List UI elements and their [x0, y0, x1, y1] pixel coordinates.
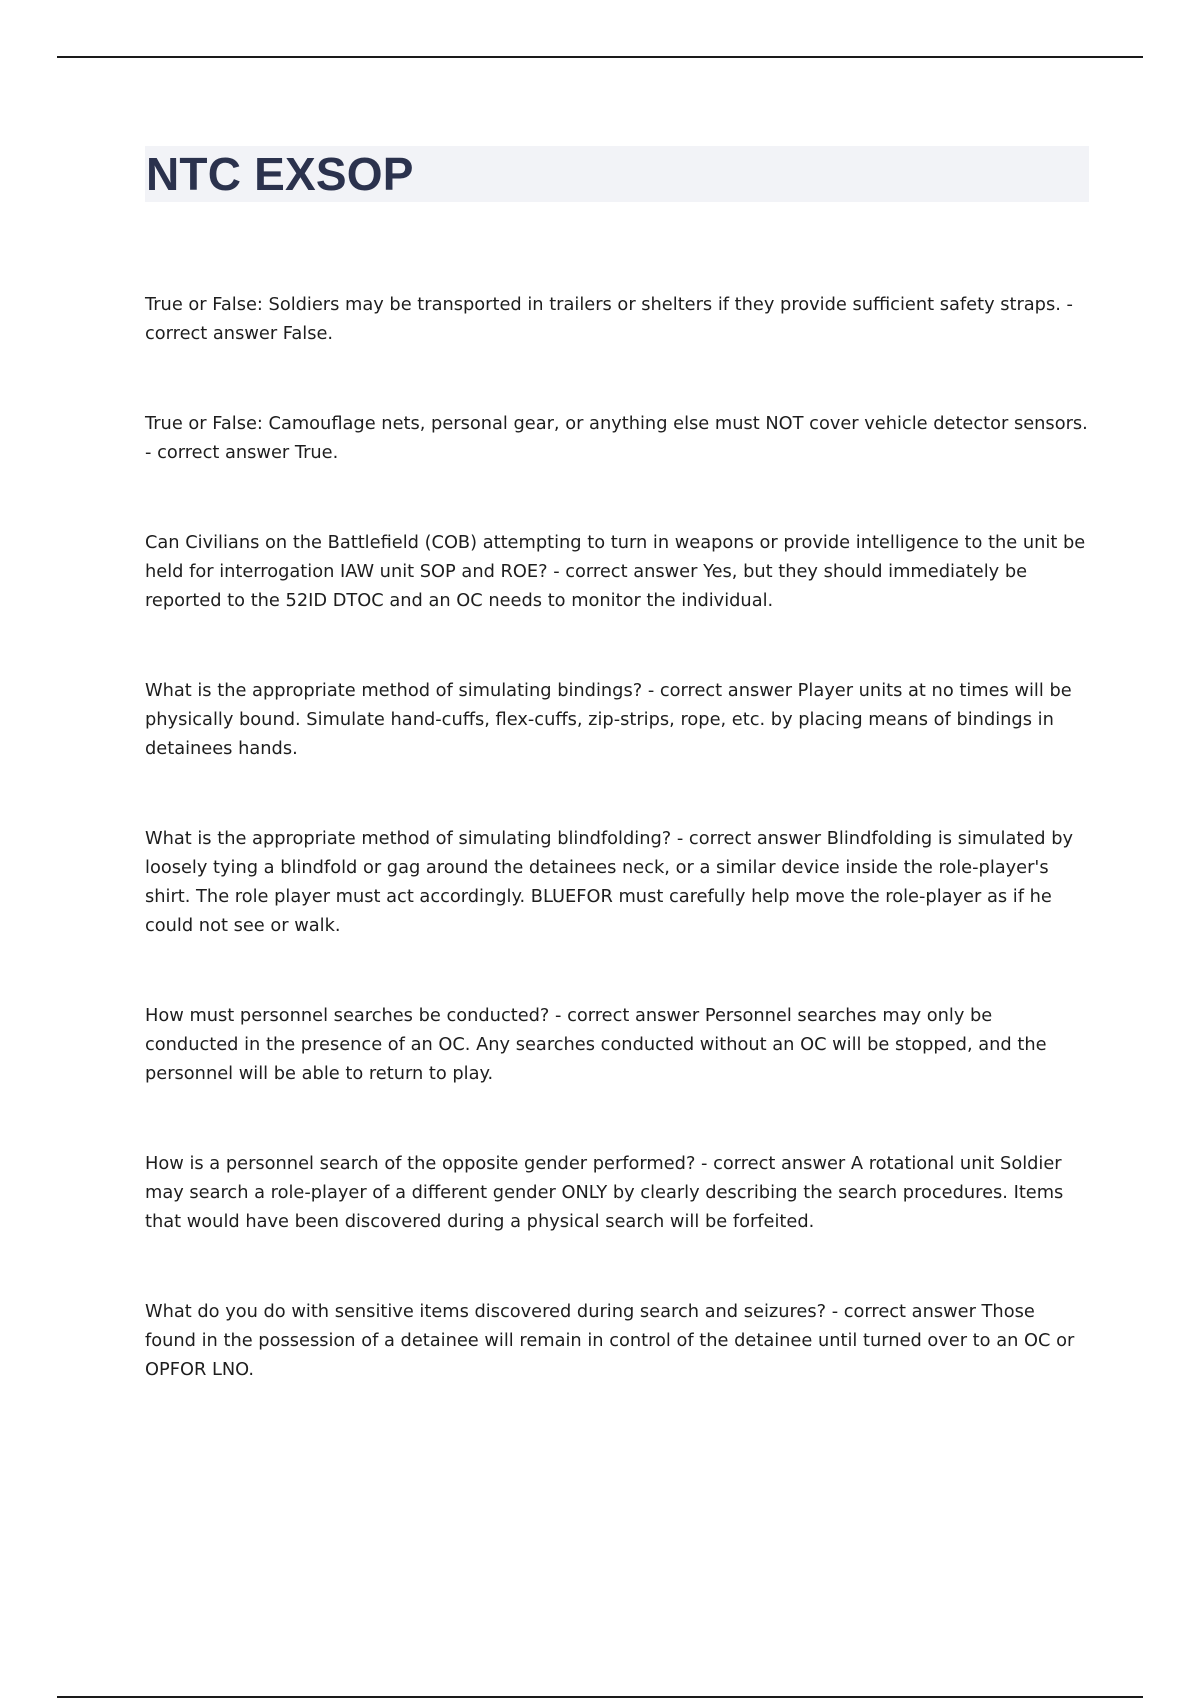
qa-item: How is a personnel search of the opposite gender performed? - correct answer A rotational unit Soldier may search a role-player of a different gender ONLY by clearly describing the search procedures. Items that would have been discovered during a physical search will be forfeited.	[145, 1153, 1064, 1232]
qa-item: What is the appropriate method of simulating blindfolding? - correct answer Blindfolding is simulated by loosely tying a blindfold or gag around the detainees neck, or a similar device inside the role-player's shirt. The role player must act accordingly. BLUEFOR must carefully help move the role-player as if he could not see or walk.	[145, 828, 1074, 936]
bottom-rule	[57, 1696, 1143, 1698]
qa-item: What do you do with sensitive items discovered during search and seizures? - correct answer Those found in the possession of a detainee will remain in control of the detainee until turned over to an OC or OPFOR LNO.	[145, 1301, 1075, 1380]
top-rule	[57, 56, 1143, 58]
qa-item: What is the appropriate method of simulating bindings? - correct answer Player units at no times will be physically bound. Simulate hand-cuffs, flex-cuffs, zip-strips, rope, etc. by placing means of bindings in detainees hands.	[145, 680, 1072, 759]
qa-item: Can Civilians on the Battlefield (COB) attempting to turn in weapons or provide intelligence to the unit be held for interrogation IAW unit SOP and ROE? - correct answer Yes, but they should immediately be reported to the 52ID DTOC and an OC needs to monitor the individual.	[145, 532, 1086, 611]
qa-item: How must personnel searches be conducted? - correct answer Personnel searches may only be conducted in the presence of an OC. Any searches conducted without an OC will be stopped, and the personnel will be able to return to play.	[145, 1005, 1047, 1084]
page-title: NTC EXSOP	[146, 148, 414, 200]
qa-item: True or False: Soldiers may be transported in trailers or shelters if they provide sufficient safety straps. - correct answer False.	[145, 294, 1073, 344]
qa-list	[145, 290, 1090, 1445]
qa-item: True or False: Camouflage nets, personal gear, or anything else must NOT cover vehicle detector sensors. - correct answer True.	[145, 413, 1088, 463]
